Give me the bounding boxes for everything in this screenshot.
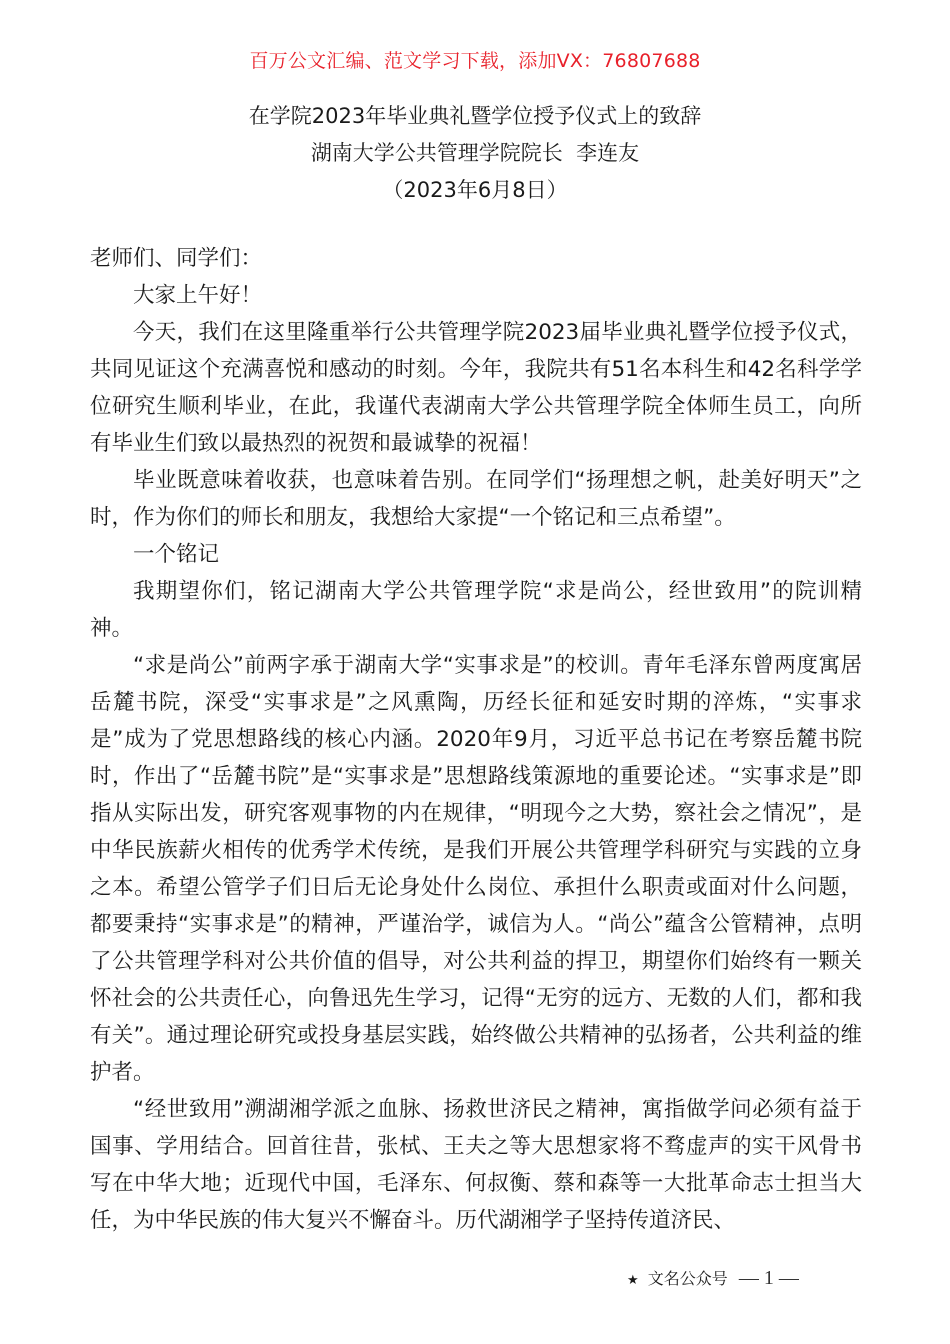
paragraph-qiushi-shanggong: “求是尚公”前两字承于湖南大学“实事求是”的校训。青年毛泽东曾两度寓居岳麓书院，深受“实事求是”之风熏陶，历经长征和延安时期的淬炼，“实事求是”成为了党思想路线的核心内涵。2020年9月，习近平总书记在考察岳麓书院时，作出了“岳麓书院”是“实事求是”思想路线策源地的重要论述。“实事求是”即指从实际出发，研究客观事物的内在规律，“明现今之大势，察社会之情况”，是中华民族薪火相传的优秀学术传统，是我们开展公共管理学科研究与实践的立身之本。希望公管学子们日后无论身处什么岗位、承担什么职责或面对什么问题，都要秉持“实事求是”的精神，严谨治学，诚信为人。“尚公”蕴含公管精神，点明了公共管理学科对公共价值的倡导，对公共利益的捍卫，期望你们始终有一颗关怀社会的公共责任心，向鲁迅先生学习，记得“无穷的远方、无数的人们，都和我有关”。通过理论研究或投身基层实践，始终做公共精神的弘扬者，公共利益的维护者。 (90, 653, 862, 1085)
watermark-banner: 百万公文汇编、范文学习下载，添加VX：76807688 (249, 50, 701, 72)
document-body (90, 240, 862, 1239)
paragraph-motto: 我期望你们，铭记湖南大学公共管理学院“求是尚公，经世致用”的院训精神。 (90, 579, 862, 641)
document-author: 湖南大学公共管理学院院长 李连友 (310, 141, 640, 165)
paragraph-farewell: 毕业既意味着收获，也意味着告别。在同学们“扬理想之帆，赴美好明天”之时，作为你们的师长和朋友，我想给大家提“一个铭记和三点希望”。 (90, 468, 862, 530)
document-header (0, 98, 950, 209)
paragraph-opening: 今天，我们在这里隆重举行公共管理学院2023届毕业典礼暨学位授予仪式，共同见证这个充满喜悦和感动的时刻。今年，我院共有51名本科生和42名科学学位研究生顺利毕业，在此，我谨代表湖南大学公共管理学院全体师生员工，向所有毕业生们致以最热烈的祝贺和最诚挚的祝福！ (90, 320, 862, 456)
document-title: 在学院2023年毕业典礼暨学位授予仪式上的致辞 (248, 104, 702, 128)
star-icon: ★ (627, 1273, 639, 1288)
page-footer (627, 1266, 799, 1290)
footer-source: 文名公众号 (647, 1269, 728, 1288)
paragraph-greeting: 大家上午好！ (133, 283, 263, 308)
page-number: — 1 — (738, 1267, 799, 1289)
document-date: （2023年6月8日） (382, 178, 568, 202)
section-heading-one-remembrance: 一个铭记 (133, 542, 220, 567)
paragraph-jingshi-zhiyong: “经世致用”溯湖湘学派之血脉、扬救世济民之精神，寓指做学问必须有益于国事、学用结合。回首往昔，张栻、王夫之等大思想家将不骛虚声的实干风骨书写在中华大地；近现代中国，毛泽东、何叔衡、蔡和森等一大批革命志士担当大任，为中华民族的伟大复兴不懈奋斗。历代湖湘学子坚持传道济民、 (90, 1097, 862, 1233)
salutation: 老师们、同学们： (90, 246, 263, 271)
